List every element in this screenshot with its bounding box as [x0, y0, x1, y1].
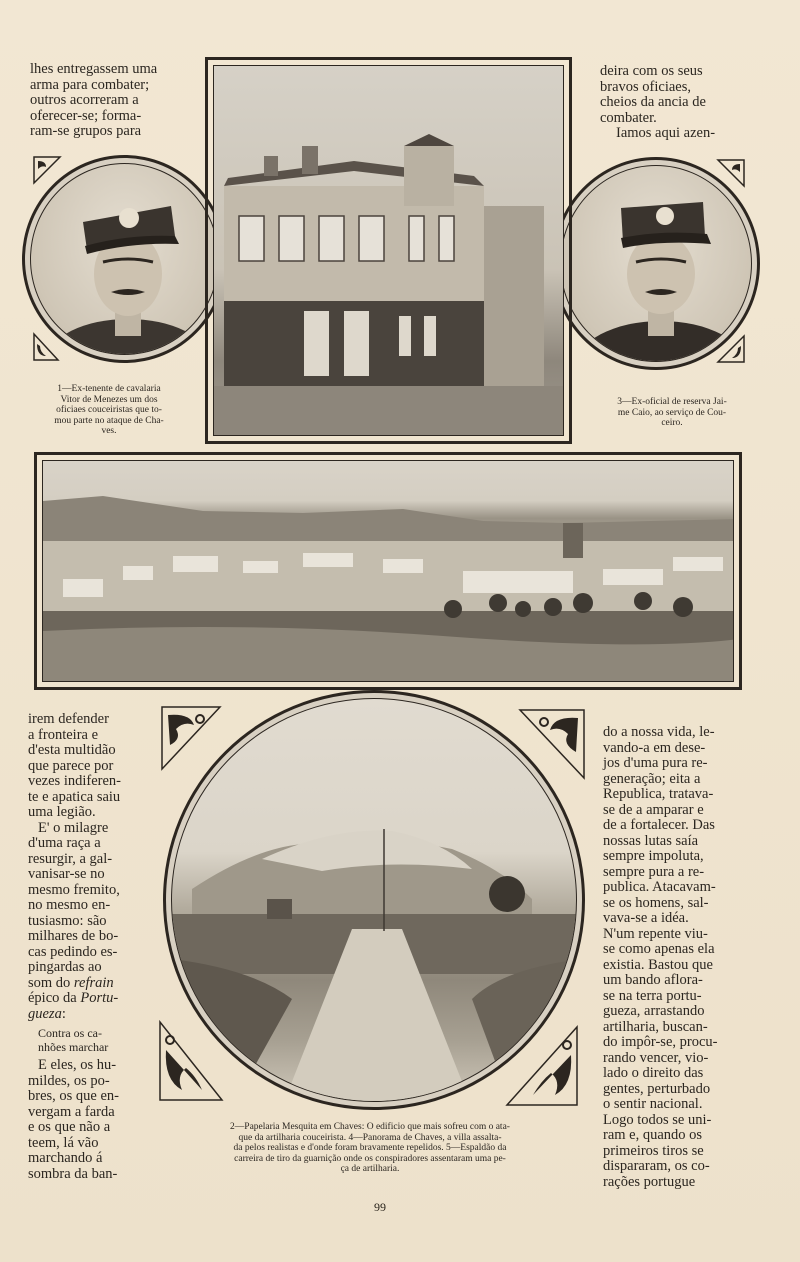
text-line: se de a amparar e: [603, 801, 704, 818]
portrait-ring: [560, 165, 752, 362]
text-line: combater.: [600, 109, 657, 126]
portrait-photo-3: [552, 157, 760, 370]
text-line: vava-se a idéa.: [603, 910, 689, 926]
text-line: uma legião.: [28, 804, 96, 820]
text-line: primeiros tiros se: [603, 1142, 704, 1159]
text-line: jos d'uma pura re-: [603, 755, 708, 771]
town-panorama-icon: [43, 461, 734, 682]
text-line: artilharia, buscan-: [603, 1018, 708, 1035]
text-right-bottom: [603, 725, 749, 1190]
caption-line: da pelos realistas e d'onde foram bravamente repelidos. 5—Espaldão da: [233, 1143, 507, 1153]
text-line: Iamos aqui azen-: [616, 125, 716, 141]
text-line: que parece por: [28, 757, 114, 774]
quote-block: [28, 1026, 140, 1054]
text-line: se como apenas ela: [603, 941, 715, 957]
building-photo-frame: [205, 57, 572, 444]
text-line: um bando aflora-: [603, 972, 703, 988]
text-line: ram-se grupos para: [30, 123, 142, 139]
caption-bottom: [150, 1122, 590, 1175]
firing-range-ring: [171, 698, 577, 1102]
caption-line: mou parte no ataque de Cha-: [54, 415, 164, 426]
text-line: o sentir nacional.: [603, 1096, 703, 1112]
page-number: 99: [374, 1200, 386, 1214]
text-line: teem, lá vão: [28, 1134, 99, 1151]
text-line: nossas lutas saía: [603, 832, 699, 849]
caption-line: 3—Ex-oficial de reserva Jai-: [617, 397, 727, 407]
text-line: pingardas ao: [28, 959, 102, 975]
text-line: d'esta multidão: [28, 742, 116, 758]
text-line: gueza, arrastando: [603, 1003, 705, 1019]
soldier-portrait-icon: [561, 166, 752, 362]
caption-3: [584, 397, 760, 429]
refrain-word: refrain: [73, 974, 114, 991]
text-line: outros acorreram a: [30, 92, 139, 108]
portugueza-word: gueza: [28, 1005, 62, 1022]
text-line: sempre impoluta,: [603, 848, 704, 864]
text-line: marchando á: [28, 1150, 103, 1166]
caption-line: Vitor de Menezes um dos: [60, 394, 158, 405]
caption-line: ves.: [101, 426, 117, 436]
text-line: rando vencer, vio-: [603, 1049, 709, 1066]
text-line: mildes, os po-: [28, 1072, 110, 1089]
text-line: dispararam, os co-: [603, 1158, 710, 1174]
panorama-photo-frame: [34, 452, 742, 690]
text-line: te e apatica saiu: [28, 788, 121, 805]
quote-line: nhões marchar: [38, 1040, 109, 1054]
text-line: publica. Atacavam-: [603, 879, 716, 895]
caption-line: ça de artilharia.: [340, 1164, 400, 1174]
text-line: se na terra portu-: [603, 987, 702, 1004]
hill-landscape-icon: [172, 699, 577, 1102]
text-line: resurgir, a gal-: [28, 850, 113, 867]
text-line: bres, os que en-: [28, 1088, 120, 1104]
text-line: mesmo fremito,: [28, 881, 120, 898]
portrait-photo-1: [22, 155, 227, 363]
text-line: gentes, perturbado: [603, 1080, 711, 1097]
building-icon: [214, 66, 564, 436]
text-line: d'uma raça a: [28, 835, 101, 851]
text-line: E' o milagre: [38, 819, 109, 836]
text-line: deira com os seus: [600, 63, 703, 79]
text-line: de a fortalecer. Das: [603, 817, 715, 833]
text-line: Republica, tratava-: [603, 786, 714, 802]
text-line: irem defender: [28, 711, 109, 727]
firing-range-photo: [163, 690, 585, 1110]
text-line: lhes entregassem uma: [30, 61, 158, 77]
text-right-top: [600, 64, 750, 142]
portrait-ring: [30, 163, 219, 355]
text-line: [28, 976, 140, 992]
text-left-top: [30, 62, 188, 140]
caption-line: 1—Ex-tenente de cavalaria: [57, 384, 161, 394]
panorama-photo: [42, 460, 734, 682]
text-line: vezes indiferen-: [28, 773, 121, 789]
caption-line: que da artilharia couceirista. 4—Panorama de Chaves, a villa assalta-: [238, 1132, 502, 1143]
text-line: [28, 991, 140, 1007]
text-line: tusiasmo: são: [28, 912, 107, 929]
text-line: existia. Bastou que: [603, 956, 713, 973]
text-fragment: som do: [28, 974, 71, 991]
soldier-portrait-icon: [31, 164, 219, 355]
text-line: sempre pura a re-: [603, 863, 705, 880]
text-line: a fronteira e: [28, 726, 99, 743]
building-photo: [213, 65, 564, 436]
text-line: lado o direito das: [603, 1065, 704, 1081]
text-line: vanisar-se no: [28, 866, 105, 882]
text-line: do impôr-se, procu-: [603, 1034, 718, 1050]
caption-1: [28, 384, 190, 437]
text-line: Logo todos se uni-: [603, 1111, 712, 1128]
text-line: bravos oficiaes,: [600, 78, 691, 95]
caption-line: ceiro.: [661, 418, 683, 428]
text-line: cheios da ancia de: [600, 94, 706, 110]
caption-line: me Caio, ao serviço de Cou-: [617, 407, 727, 418]
text-line: milhares de bo-: [28, 928, 119, 944]
text-line: no mesmo en-: [28, 897, 111, 913]
portugueza-word: Portu-: [80, 990, 119, 1006]
text-line: vergam a farda: [28, 1103, 115, 1120]
caption-line: oficiaes couceiristas que to-: [56, 405, 162, 415]
text-line: arma para combater;: [30, 76, 150, 93]
text-block: [28, 1058, 140, 1182]
text-line: sombra da ban-: [28, 1165, 118, 1182]
scroll-ornament-icon: [160, 705, 222, 771]
text-line: generação; eita a: [603, 770, 701, 787]
text-line: cas pedindo es-: [28, 943, 118, 960]
caption-line: carreira de tiro da guarnição onde os conspiradores assentaram uma pe-: [234, 1153, 506, 1164]
text-fragment: épico da: [28, 990, 77, 1006]
text-fragment: :: [61, 1005, 66, 1022]
text-line: e os que não a: [28, 1119, 111, 1135]
quote-line: Contra os ca-: [38, 1026, 102, 1040]
text-line: oferecer-se; forma-: [30, 107, 142, 124]
text-line: [28, 1007, 140, 1023]
text-line: se os homens, sal-: [603, 894, 709, 911]
text-line: rações portugue: [603, 1173, 696, 1190]
text-line: ram e, quando os: [603, 1127, 703, 1143]
text-left-bottom: [28, 712, 140, 1182]
text-line: E eles, os hu-: [38, 1057, 117, 1073]
text-line: vando-a em dese-: [603, 739, 706, 756]
text-line: do a nossa vida, le-: [603, 724, 715, 740]
caption-line: 2—Papelaria Mesquita em Chaves: O edificio que mais sofreu com o ata-: [230, 1122, 510, 1132]
text-line: N'um repente viu-: [603, 925, 708, 942]
